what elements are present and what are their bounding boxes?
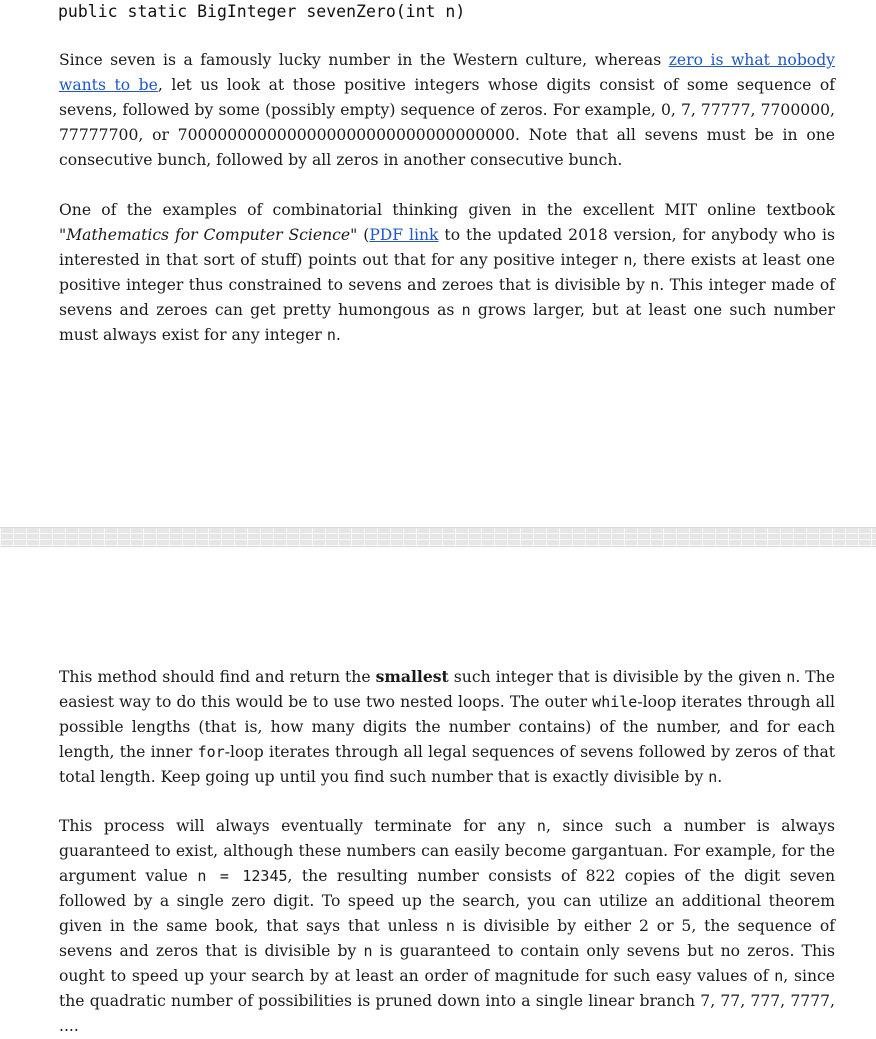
- text: . The easiest way to do this would be to use two nested loops. The outer: [59, 668, 835, 711]
- book-title: Mathematics for Computer Science: [66, 226, 351, 244]
- text: such integer that is divisible by the given: [448, 668, 787, 686]
- method-paragraph: [59, 664, 835, 790]
- code-n: n: [445, 917, 455, 935]
- intro-paragraph: [59, 48, 835, 173]
- text: One of the examples of combinatorial thinking given in the excellent MIT online textbook ": [59, 201, 835, 244]
- zero-link[interactable]: zero is what nobody wants to be: [59, 51, 835, 94]
- text: , let us look at those positive integers whose digits consist of some sequence of sevens, followed by some (possibly empty) sequence of zeros. For example, 0, 7, 77777, 7700000, 77777700, or 7000000000000000000000000000000000. Note that all sevens must be in one consecutive bunch, followed by all zeros in another consecutive bunch.: [59, 76, 835, 169]
- text: -loop iterates through all possible lengths (that is, how many digits the number contains) of the number, and for each length, the inner: [59, 693, 835, 761]
- text: , since such a number is always guaranteed to exist, although these numbers can easily become gargantuan. For example, for the argument value: [59, 817, 835, 885]
- method-signature: public static BigInteger sevenZero(int n): [58, 2, 466, 21]
- code-n: n: [461, 301, 471, 319]
- text: is divisible by either 2 or 5, the sequence of sevens and zeros that is divisible by: [59, 917, 835, 960]
- text: to the updated 2018 version, for anybody who is interested in that sort of stuff) points out that for any positive integer: [59, 226, 835, 269]
- text: , there exists at least one positive integer thus constrained to sevens and zeroes that is divisible by: [59, 251, 835, 294]
- text: grows larger, but at least one such number must always exist for any integer: [59, 301, 835, 344]
- text: , the resulting number consists of 822 copies of the digit seven followed by a single zero digit. To speed up the search, you can utilize an additional theorem given in the same book, that says that unless: [59, 867, 836, 935]
- text: is guaranteed to contain only sevens but no zeros. This ought to speed up your search by at least an order of magnitude for such easy values of: [59, 942, 835, 985]
- code-while: while: [592, 693, 638, 711]
- text: . This integer made of sevens and zeroes can get pretty humongous as: [59, 276, 835, 319]
- theorem-paragraph: [59, 198, 835, 348]
- termination-paragraph: [59, 814, 835, 1039]
- code-n: n: [326, 326, 336, 344]
- emphasis-smallest: smallest: [375, 667, 449, 686]
- code-n: n: [774, 967, 784, 985]
- code-n: n: [650, 276, 660, 294]
- code-for: for: [197, 743, 225, 761]
- code-n: n: [536, 817, 546, 835]
- text: .: [335, 326, 341, 344]
- code-n-value: n = 12345: [197, 867, 288, 885]
- code-n: n: [623, 251, 633, 269]
- pdf-link[interactable]: PDF link: [369, 226, 439, 244]
- text: Since seven is a famously lucky number in the Western culture, whereas: [59, 51, 669, 69]
- text: This method should find and return the: [59, 668, 376, 686]
- text: " (: [350, 226, 370, 244]
- code-n: n: [363, 942, 373, 960]
- page-break: [0, 527, 876, 547]
- text: -loop iterates through all legal sequences of sevens followed by zeros of that total length. Keep going up until you find such number that is exactly divisible by: [59, 743, 836, 786]
- text: .: [717, 768, 723, 786]
- text: , since the quadratic number of possibilities is pruned down into a single linear branch 7, 77, 777, 7777, ....: [59, 967, 835, 1035]
- code-n: n: [786, 668, 796, 686]
- text: This process will always eventually terminate for any: [59, 817, 537, 835]
- code-n: n: [708, 768, 718, 786]
